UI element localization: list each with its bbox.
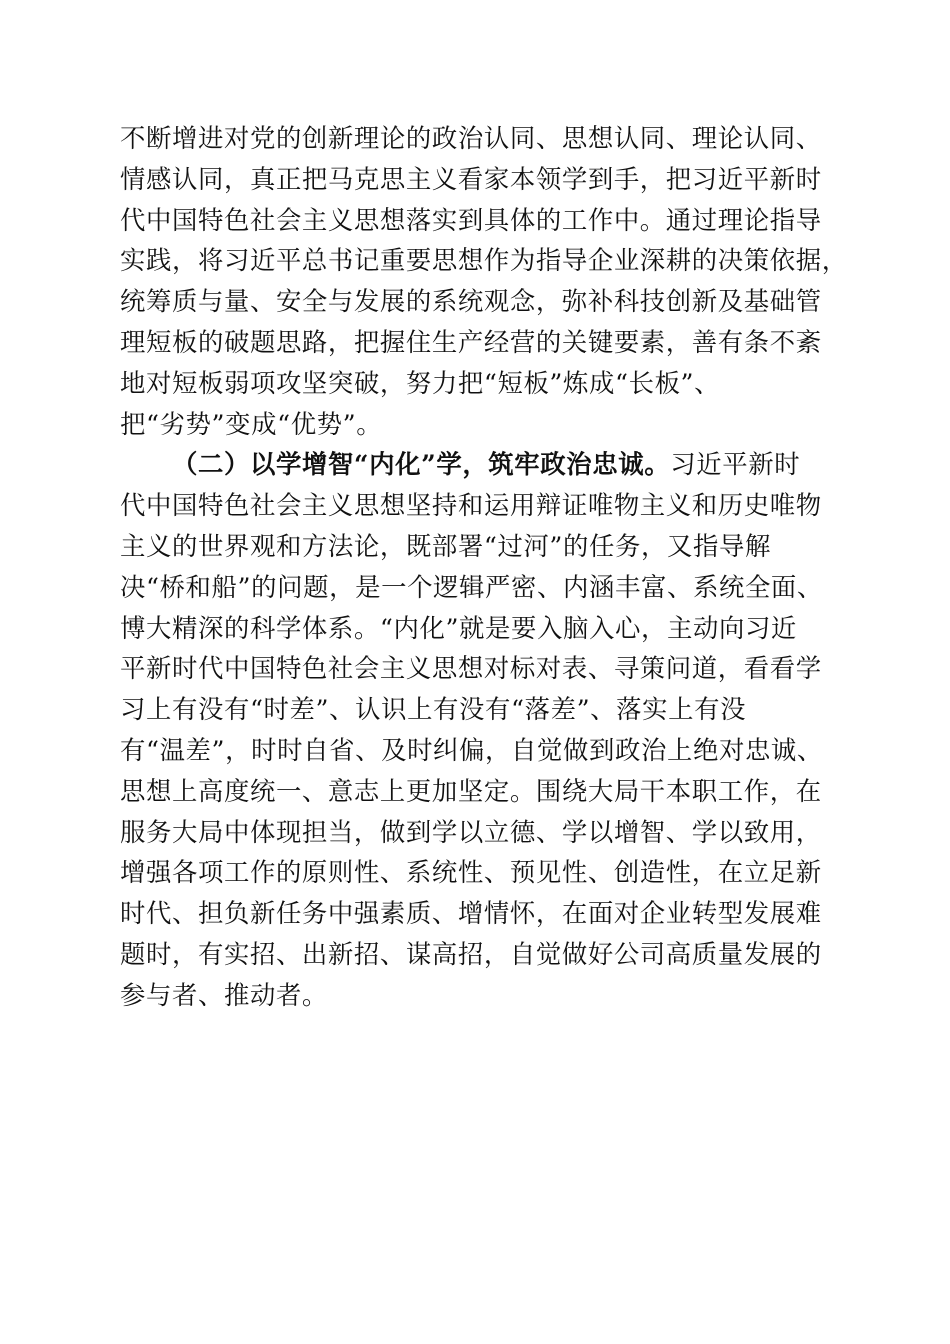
text-line: 情感认同，真正把马克思主义看家本领学到手，把习近平新时 <box>120 163 822 194</box>
text-line: 决“桥和船”的问题，是一个逻辑严密、内涵丰富、系统全面、 <box>120 571 823 602</box>
section-heading-line <box>120 444 850 485</box>
paragraph-section-two <box>120 444 850 1015</box>
text-line: 代中国特色社会主义思想坚持和运用辩证唯物主义和历史唯物 <box>120 490 822 521</box>
text-line: 参与者、推动者。 <box>120 979 328 1010</box>
text-line: 时代、担负新任务中强素质、增情怀，在面对企业转型发展难 <box>120 898 822 929</box>
text-line: 平新时代中国特色社会主义思想对标对表、寻策问道，看看学 <box>120 653 822 684</box>
text-line: 不断增进对党的创新理论的政治认同、思想认同、理论认同、 <box>120 123 822 153</box>
text-line: 博大精深的科学体系。“内化”就是要入脑入心，主动向习近 <box>120 612 797 643</box>
text-line: 主义的世界观和方法论，既部署“过河”的任务，又指导解 <box>120 530 771 561</box>
text-line: 增强各项工作的原则性、系统性、预见性、创造性，在立足新 <box>120 857 822 888</box>
section-heading: （二）以学增智“内化”学，筑牢政治忠诚。 <box>172 449 671 480</box>
text-line: 习上有没有“时差”、认识上有没有“落差”、落实上有没 <box>120 694 747 725</box>
text-run: 习近平新时 <box>670 449 801 480</box>
text-line: 代中国特色社会主义思想落实到具体的工作中。通过理论指导 <box>120 204 822 235</box>
text-line: 把“劣势”变成“优势”。 <box>120 408 383 439</box>
text-line: 思想上高度统一、意志上更加坚定。围绕大局干本职工作，在 <box>120 775 822 806</box>
text-line: 地对短板弱项攻坚突破，努力把“短板”炼成“长板”、 <box>120 367 721 398</box>
document-body <box>120 118 850 1016</box>
text-line: 有“温差”，时时自省、及时纠偏，自觉做到政治上绝对忠诚、 <box>120 734 823 765</box>
text-line: 统筹质与量、安全与发展的系统观念，弥补科技创新及基础管 <box>120 286 822 317</box>
text-line: 理短板的破题思路，把握住生产经营的关键要素，善有条不紊 <box>120 326 822 357</box>
text-line: 服务大局中体现担当，做到学以立德、学以增智、学以致用， <box>120 816 822 847</box>
text-line: 题时，有实招、出新招、谋高招，自觉做好公司高质量发展的 <box>120 938 822 969</box>
paragraph-continuation <box>120 118 850 444</box>
text-line: 实践，将习近平总书记重要思想作为指导企业深耕的决策依据， <box>120 245 848 276</box>
